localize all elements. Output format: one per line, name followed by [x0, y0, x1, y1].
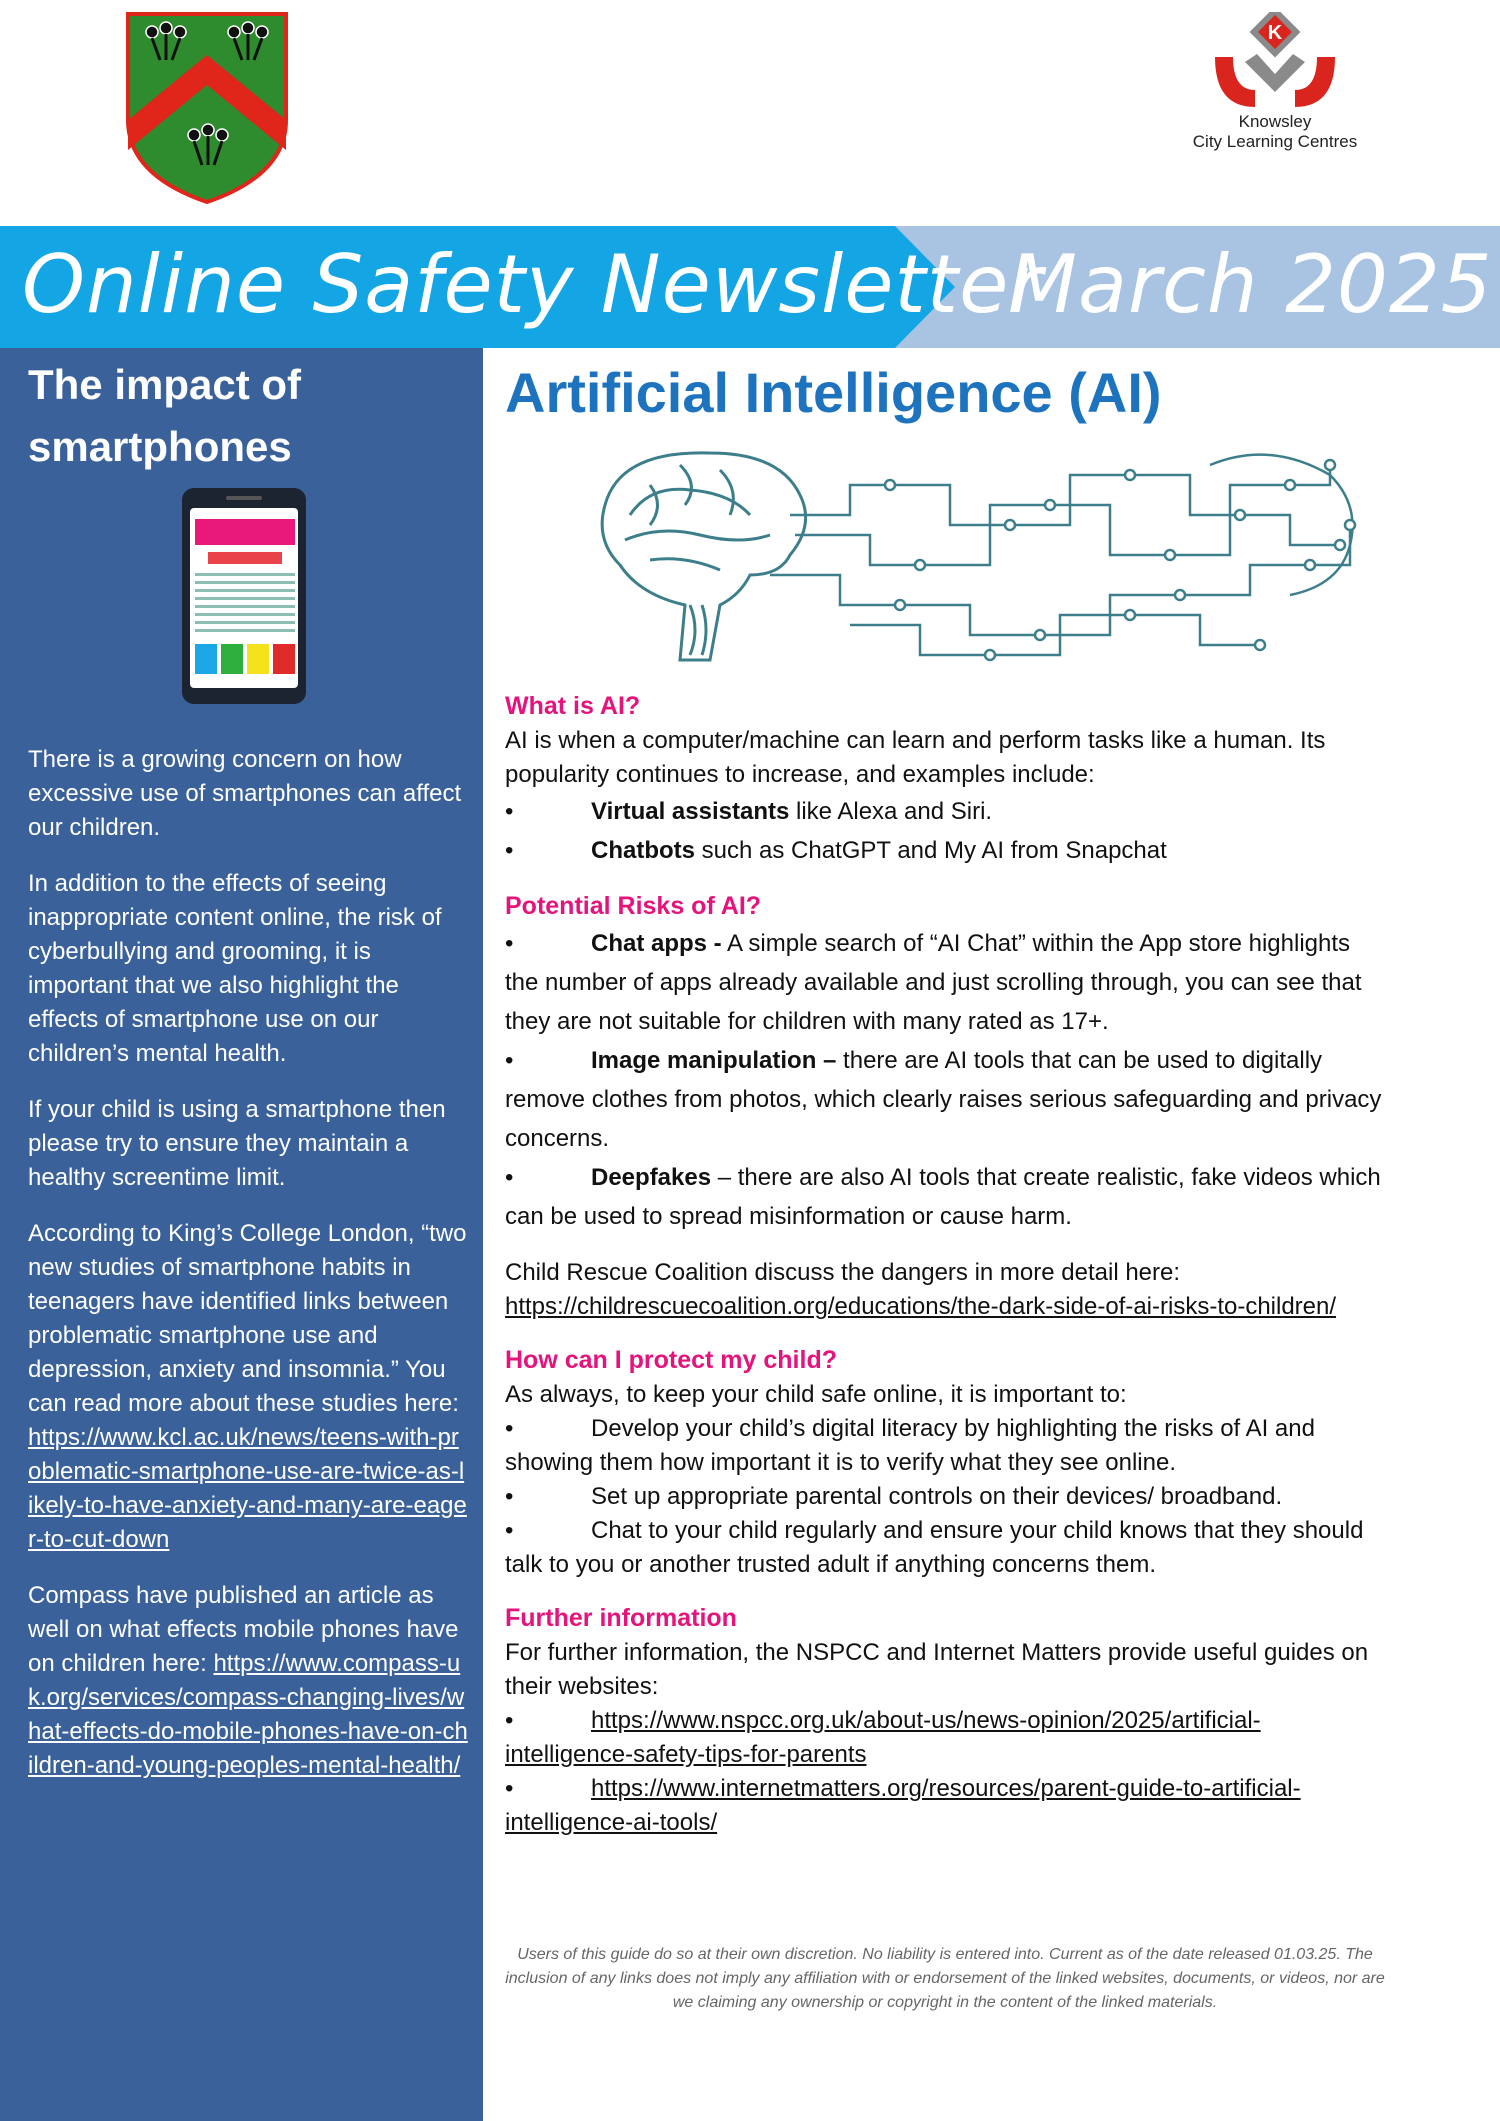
bullet-text: Set up appropriate parental controls on their devices/ broadband. — [591, 1483, 1283, 1510]
bullet-text: Develop your child’s digital literacy by highlighting the risks of AI and showing them how important it is to verify what they see online. — [505, 1415, 1315, 1476]
sidebar-title-line2: smartphones — [28, 423, 292, 470]
kclc-logo-icon — [1205, 12, 1345, 112]
bullet-bold: Virtual assistants — [591, 798, 790, 825]
compass-intro: Compass have published an article as well on what effects mobile phones have on children here: — [28, 1582, 459, 1677]
kclc-logo-line2: City Learning Centres — [1192, 132, 1358, 151]
list-item: • Chat apps - A simple search of “AI Chat” within the App store highlights the number of apps already available and just scrolling through, you can see that they are not suitable for children with many rated as 17+. — [505, 930, 1362, 1035]
bullet-text: there are AI tools that can be used to digitally remove clothes from photos, which clearly raises serious safeguarding and privacy concerns. — [505, 1047, 1382, 1152]
list-item: • Chatbots such as ChatGPT and My AI from Snapchat — [505, 837, 1167, 864]
bullet-text: – there are also AI tools that create realistic, fake videos which can be used to spread misinformation or cause harm. — [505, 1164, 1381, 1230]
bullet-text: such as ChatGPT and My AI from Snapchat — [695, 837, 1167, 864]
further-intro: For further information, the NSPCC and Internet Matters provide useful guides on their websites: — [505, 1639, 1369, 1700]
ai-brain-circuit-icon — [590, 445, 1360, 675]
list-item: • https://www.nspcc.org.uk/about-us/news-opinion/2025/artificial-intelligence-safety-tips-for-parents — [505, 1707, 1261, 1768]
list-item: • https://www.internetmatters.org/resources/parent-guide-to-artificial-intelligence-ai-tools/ — [505, 1775, 1301, 1836]
main-title: Artificial Intelligence (AI) — [505, 361, 1162, 424]
bullet-bold: Chatbots — [591, 837, 695, 864]
newsletter-title: Online Safety Newsletter — [22, 238, 1044, 331]
sidebar-title-line1: The impact of — [28, 361, 302, 408]
crc-paragraph — [505, 1256, 1385, 1324]
smartphone-icon — [180, 486, 308, 706]
compass-link[interactable]: https://www.compass-uk.org/services/compass-changing-lives/what-effects-do-mobile-phones-have-on-children-and-young-peoples-mental-health/ — [28, 1650, 468, 1779]
list-item: • Chat to your child regularly and ensure your child knows that they should talk to you or another trusted adult if anything concerns them. — [505, 1517, 1364, 1578]
sidebar-paragraph: If your child is using a smartphone then please try to ensure they maintain a healthy screentime limit. — [28, 1096, 446, 1191]
school-crest-icon — [122, 10, 292, 205]
kcl-intro: According to King’s College London, “two new studies of smartphone habits in teenagers have identified links between problematic smartphone use and depression, anxiety and insomnia.” You can read more about these studies here: — [28, 1220, 467, 1417]
bullet-text: A simple search of “AI Chat” within the App store highlights the number of apps already available and just scrolling through, you can see that they are not suitable for children with many rated as 17+. — [505, 930, 1362, 1035]
kcl-link[interactable]: https://www.kcl.ac.uk/news/teens-with-problematic-smartphone-use-are-twice-as-likely-to-have-anxiety-and-many-are-eager-to-cut-down — [28, 1424, 467, 1553]
heading-potential-risks: Potential Risks of AI? — [505, 892, 762, 920]
sidebar-title — [28, 354, 468, 478]
heading-further-information: Further information — [505, 1604, 737, 1632]
kclc-logo — [1175, 12, 1375, 162]
sidebar-paragraph — [28, 1217, 468, 1557]
bullet-text: like Alexa and Siri. — [789, 798, 993, 825]
newsletter-date: March 2025 — [1008, 238, 1493, 331]
crc-link[interactable]: https://childrescuecoalition.org/educations/the-dark-side-of-ai-risks-to-children/ — [505, 1293, 1337, 1320]
sidebar-paragraph — [28, 1579, 468, 1783]
list-item: • Virtual assistants like Alexa and Siri. — [505, 798, 993, 825]
list-item: • Develop your child’s digital literacy by highlighting the risks of AI and showing them how important it is to verify what they see online. — [505, 1415, 1315, 1476]
list-item: • Image manipulation – there are AI tools that can be used to digitally remove clothes from photos, which clearly raises serious safeguarding and privacy concerns. — [505, 1047, 1382, 1152]
sidebar-paragraph: There is a growing concern on how excessive use of smartphones can affect our children. — [28, 746, 462, 841]
list-item: • Set up appropriate parental controls on their devices/ broadband. — [505, 1483, 1283, 1510]
crc-text: Child Rescue Coalition discuss the dangers in more detail here: — [505, 1259, 1181, 1286]
ai-content — [505, 688, 1385, 1840]
list-item: • Deepfakes – there are also AI tools that create realistic, fake videos which can be used to spread misinformation or cause harm. — [505, 1164, 1381, 1230]
bullet-bold: Chat apps - — [591, 930, 722, 957]
protect-intro: As always, to keep your child safe online, it is important to: — [505, 1381, 1127, 1408]
internet-matters-link[interactable]: https://www.internetmatters.org/resources/parent-guide-to-artificial-intelligence-ai-tools/ — [505, 1775, 1301, 1836]
sidebar-paragraph: In addition to the effects of seeing inappropriate content online, the risk of cyberbullying and grooming, it is important that we also highlight the effects of smartphone use on our children’s mental health. — [28, 870, 442, 1067]
svg-text:K: K — [1267, 22, 1283, 44]
newsletter-banner — [0, 226, 1500, 348]
what-is-ai-intro: AI is when a computer/machine can learn and perform tasks like a human. Its popularity continues to increase, and examples include: — [505, 727, 1326, 788]
kclc-logo-line1: Knowsley — [1238, 112, 1312, 131]
sidebar-smartphones — [0, 348, 483, 2121]
heading-what-is-ai: What is AI? — [505, 692, 641, 720]
bullet-bold: Deepfakes — [591, 1164, 712, 1191]
disclaimer: Users of this guide do so at their own discretion. No liability is entered into. Current as of the date released 01.03.25. The inclusion of any links does not imply any affiliation with or endorsement of the linked websites, documents, or videos, nor are we claiming any ownership or copyright in the content of the linked materials. — [505, 1946, 1385, 2011]
heading-protect-child: How can I protect my child? — [505, 1346, 837, 1374]
bullet-text: Chat to your child regularly and ensure your child knows that they should talk to you or another trusted adult if anything concerns them. — [505, 1517, 1364, 1578]
sidebar-body — [28, 743, 468, 1805]
bullet-bold: Image manipulation – — [591, 1047, 837, 1074]
nspcc-link[interactable]: https://www.nspcc.org.uk/about-us/news-opinion/2025/artificial-intelligence-safety-tips-for-parents — [505, 1707, 1261, 1768]
